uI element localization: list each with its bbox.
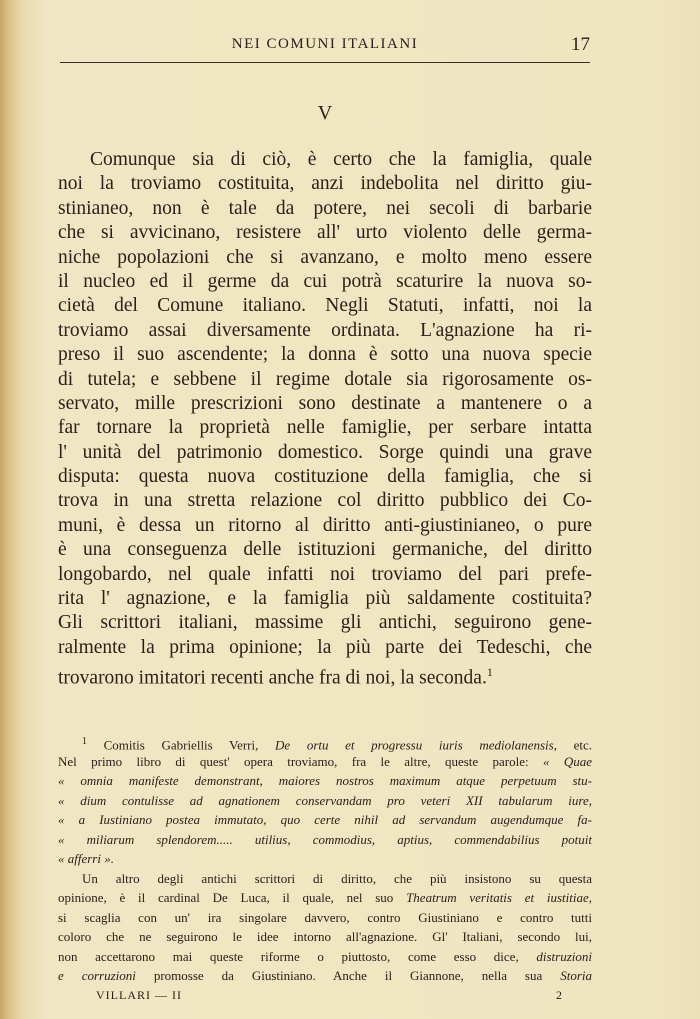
footnote-title: De ortu et progressu iuris mediolanensis, [275, 737, 557, 753]
section-number: V [317, 102, 333, 124]
footnote-line [58, 752, 592, 772]
footnote-text: Comitis Gabriellis Verri, [103, 737, 259, 753]
footnote-text: etc. [573, 737, 592, 753]
header-rule [60, 62, 590, 63]
text-line: Comunque sia di ciò, è certo che la famiglia, quale [90, 149, 592, 170]
text-line: rita l' agnazione, e la famiglia più saldamente costituita? [58, 588, 592, 610]
note-text: non accettarono mai queste riforme o piuttosto, come esso dice, [58, 948, 519, 964]
note-line [58, 966, 592, 986]
note-line [58, 888, 592, 908]
sheet-number: 2 [556, 988, 562, 1002]
text-line-content: trovarono imitatori recenti anche fra di noi, la seconda. [58, 667, 487, 689]
page-header [60, 36, 590, 62]
footnote-quote: « a Iustiniano postea immutato, quo certe nihil ad servandum augendumque fa- [58, 812, 592, 827]
note-line: si scaglia con un' ira singolare davvero, contro Giustiniano e contro tutti [58, 909, 592, 925]
text-line: servato, mille prescrizioni sono destinate a mantenere o a [58, 392, 592, 414]
note-emphasis: e corruzioni [58, 968, 136, 983]
text-line: niche popolazioni che si avanzano, e molto meno essere [58, 246, 592, 268]
text-line: longobardo, nel quale infatti noi troviamo del pari prefe- [58, 563, 592, 585]
footnote-line [58, 771, 592, 791]
text-line: ralmente la prima opinione; la più parte dei Tedeschi, che [58, 636, 592, 658]
text-line [58, 660, 592, 689]
running-head: NEI COMUNI ITALIANI [231, 36, 419, 52]
text-line: trova in una stretta relazione col diritto pubblico dei Co- [58, 490, 592, 512]
signature-mark: VILLARI — II [96, 988, 182, 1002]
note-line: coloro che ne seguirono le idee intorno all'agnazione. Gl' Italiani, secondo lui, [58, 929, 592, 944]
footnote-quote: « dium contulisse ad agnationem conservandam pro veteri XII tabularum iure, [58, 792, 592, 808]
note-emphasis: distruzioni [536, 948, 593, 964]
note-line [58, 947, 592, 967]
footnote-number: 1 [82, 736, 87, 747]
main-paragraph [58, 148, 592, 689]
text-line: preso il suo ascendente; la donna è sotto una nuova specie [58, 344, 592, 366]
text-line: muni, è dessa un ritorno al diritto anti-giustinianeo, o pure [58, 514, 592, 536]
footnote-text: Nel primo libro di quest' opera troviamo, fra le altre, queste parole: [58, 753, 529, 769]
text-line: che si avvicinano, resistere all' urto violento delle germa- [58, 222, 592, 244]
page-footer [96, 988, 562, 1008]
footnotes [58, 732, 592, 986]
text-line: far tornare la proprietà nelle famiglie, per serbare intatta [58, 417, 592, 439]
footnote-quote: « omnia manifeste demonstrant, maiores nostros maximum atque perpetuum stu- [58, 773, 592, 788]
text-line: disputa: questa nuova costituzione della famiglia, che si [58, 466, 592, 488]
page-number: 17 [571, 34, 590, 55]
text-line: è una conseguenza delle istituzioni germaniche, del diritto [58, 539, 592, 561]
footnote-quote: « miliarum splendorem..... utilius, commodius, aptius, commendabilius potuit [58, 831, 592, 847]
note-title: Storia [560, 968, 593, 983]
text-line: il nucleo ed il germe da cui potrà scaturire la nuova so- [58, 270, 592, 292]
text-line: stinianeo, non è tale da potere, nei secoli di barbarie [58, 197, 592, 219]
footnote-quote: « Quae [543, 753, 593, 769]
footnote-line [58, 732, 592, 752]
text-line: di tutela; e sebbene il regime dotale sia rigorosamente os- [58, 368, 592, 390]
footnote-line [58, 791, 592, 811]
footnote-reference: 1 [486, 665, 493, 680]
note-text: promosse da Giustiniano. Anche il Giannone, nella sua [153, 968, 543, 983]
footnote-line [58, 830, 592, 850]
footnote-line [58, 849, 592, 869]
note-title: Theatrum veritatis et iustitiae, [406, 890, 592, 905]
text-line: noi la troviamo costituita, anzi indebolita nel diritto giu- [58, 173, 592, 195]
text-line: cietà del Comune italiano. Negli Statuti, infatti, noi la [58, 295, 592, 317]
footnote-quote: « afferri ». [58, 851, 114, 866]
text-line: troviamo assai diversamente ordinata. L'agnazione ha ri- [58, 319, 592, 341]
text-line: l' unità del patrimonio domestico. Sorge quindi una grave [58, 441, 592, 463]
note-line: Un altro degli antichi scrittori di diritto, che più insistono su questa [82, 870, 592, 886]
text-line: Gli scrittori italiani, massime gli antichi, seguirono gene- [58, 612, 592, 634]
footnote-line [58, 810, 592, 830]
note-text: opinione, è il cardinal De Luca, il quale, nel suo [58, 890, 394, 905]
